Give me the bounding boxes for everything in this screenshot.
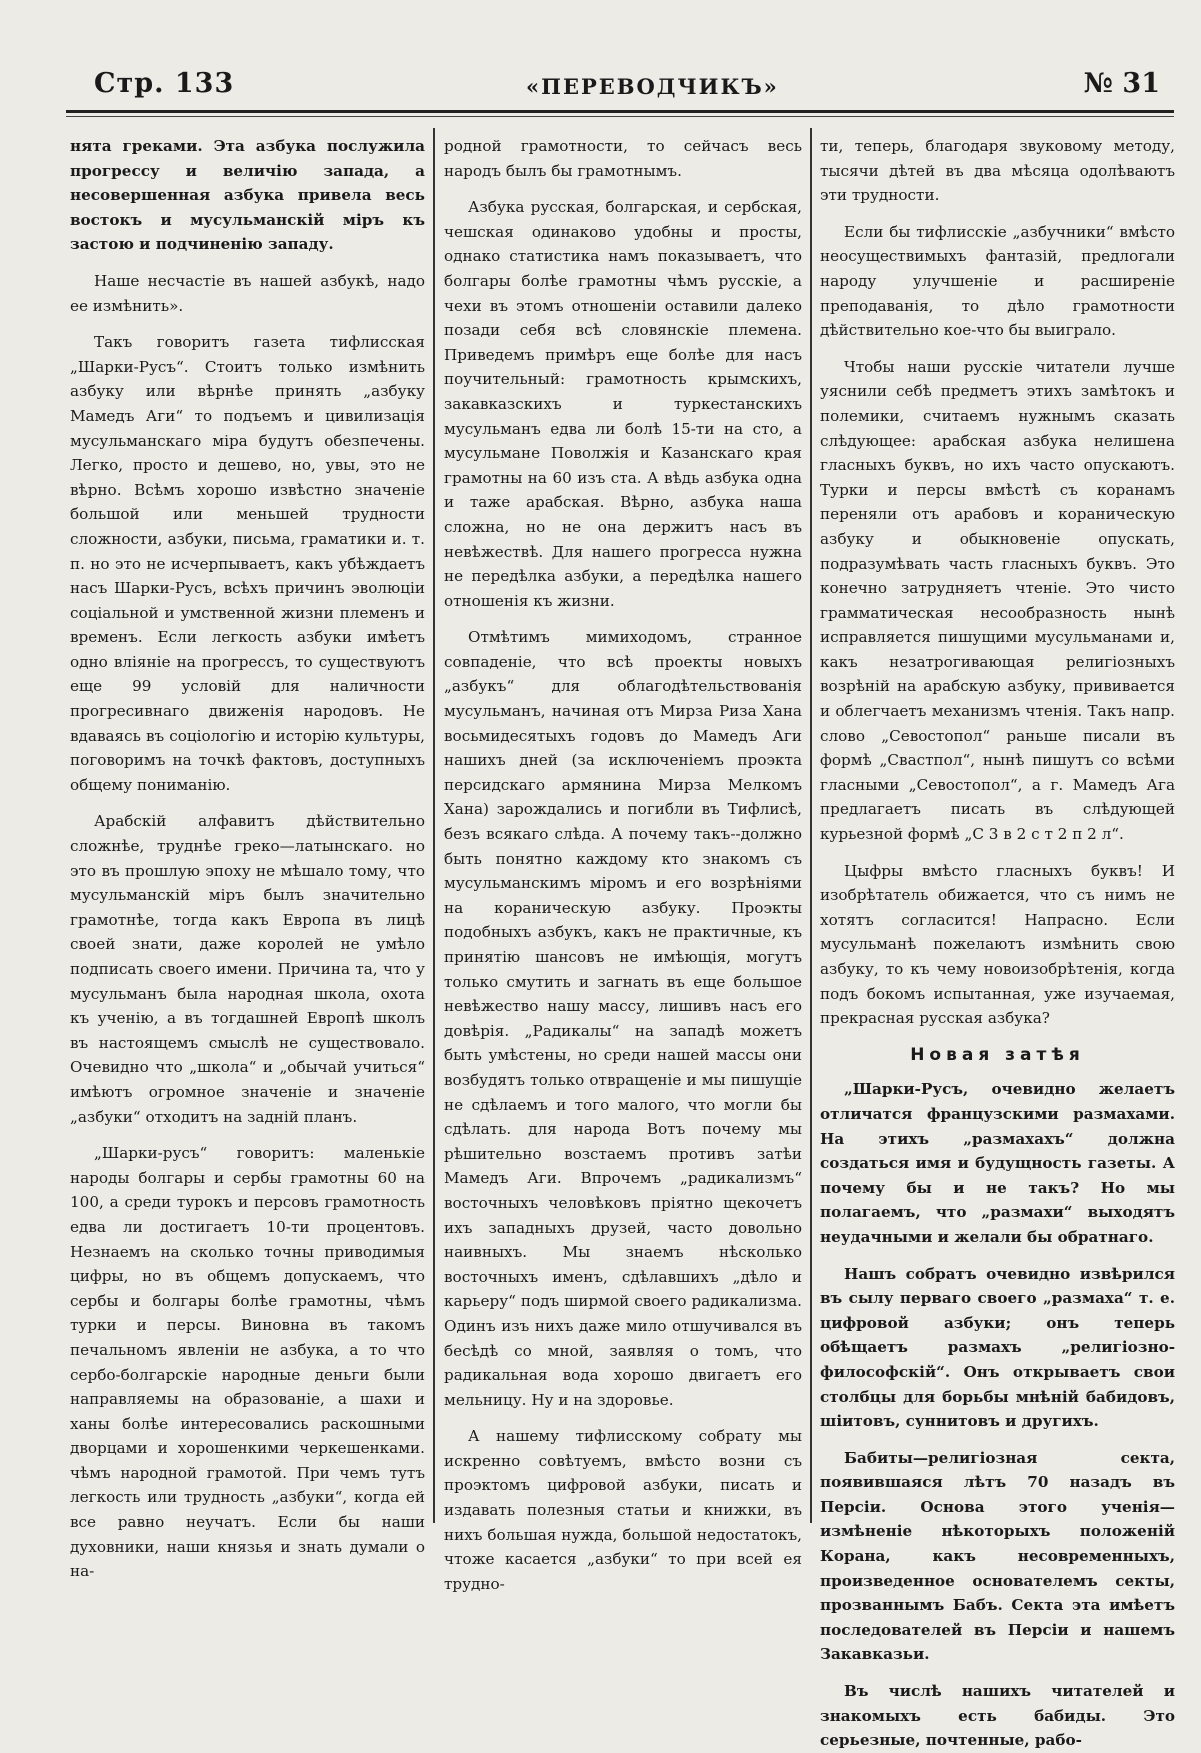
col1-paragraph-1: нята греками. Эта азбука послужила прогрессу и величію запада, а несовершенная азбука привела весь востокъ и мусульманскій міръ къ застою и подчиненію западу.: [70, 137, 425, 254]
col2-paragraph-4: А нашему тифлисскому собрату мы искренно совѣтуемъ, вмѣсто возни съ проэктомъ цифровой азбуки, писать и издавать полезныя статьи и книжки, въ нихъ большая нужда, большой недостатокъ, чтоже касается „азбуки“ то при всей ея трудно-: [444, 1427, 802, 1593]
header-rule-thick: [66, 110, 1174, 113]
column-3: [820, 134, 1175, 1750]
header-rule-thin: [66, 116, 1174, 117]
col1-paragraph-5: „Шарки-русъ“ говоритъ: маленькіе народы болгары и сербы грамотны 60 на 100, а среди турокъ и персовъ грамотность едва ли достигаетъ 10-ти процентовъ. Незнаемъ на сколько точны приводимыя цифры, но въ общемъ допускаемъ, что сербы и болгары болѣе грамотны, чѣмъ турки и персы. Виновна въ такомъ печальномъ явленіи не азбука, а то что сербо-болгарскіе народные деньги были направляемы на образованіе, а шахи и ханы болѣе интересовались раскошными дворцами и хорошенкими черкешенками. чѣмъ народной грамотой. При чемъ тутъ легкость или трудность „азбуки“, когда ей все равно неучатъ. Если бы наши духовники, наши князья и знать думали о на-: [70, 1144, 425, 1581]
col3-paragraph-2: Если бы тифлисскіе „азбучники“ вмѣсто неосуществимыхъ фантазій, предлогали народу улучшеніе и расширеніе преподаванія, то дѣло грамотности дѣйствительно кое-что бы выиграло.: [820, 222, 1175, 340]
col3-paragraph-3: Чтобы наши русскіе читатели лучше уяснили себѣ предметъ этихъ замѣтокъ и полемики, считаемъ нужнымъ сказать слѣдующее: арабская азбука нелишена гласныхъ буквъ, но ихъ часто опускаютъ. Турки и персы вмѣстѣ съ коранамъ переняли отъ арабовъ и кораническую азбуку и обыкновеніе опускать, подразумѣвать часть гласныхъ буквъ. Это конечно затрудняетъ чтеніе. Это чисто грамматическая несообразность нынѣ исправляется пишущими мусульманами и, какъ незатрогивающая религіозныхъ возрѣній на арабскую азбуку, прививается и облегчаетъ механизмъ чтенія. Такъ напр. слово „Севостопол“ раньше писали въ формѣ „Свастпол“, нынѣ пишутъ со всѣми гласными „Севостопол“, а г. Мамедъ Ага предлагаетъ писать въ слѣдующей курьезной формѣ „С 3 в 2 с т 2 п 2 л“.: [820, 357, 1175, 844]
col3-paragraph-7: Бабиты—религіозная секта, появившаяся лѣтъ 70 назадъ въ Персіи. Основа этого ученія—измѣненіе нѣкоторыхъ положеній Корана, какъ несовременныхъ, произведенное основателемъ секты, прозваннымъ Бабъ. Секта эта имѣетъ последователей въ Персіи и нашемъ Закавказьи.: [820, 1448, 1175, 1664]
column-divider-2: [810, 128, 812, 1523]
col3-paragraph-6: Нашъ собратъ очевидно извѣрился въ сылу перваго своего „размаха“ т. е. цифровой азбуки; онъ теперь обѣщаетъ размахъ „религіозно-философскій“. Онъ открываетъ свои столбцы для борьбы мнѣній бабидовъ, шіитовъ, суннитовъ и другихъ.: [820, 1264, 1175, 1431]
col3-paragraph-1: ти, теперь, благодаря звуковому методу, тысячи дѣтей въ два мѣсяца одолѣваютъ эти трудности.: [820, 137, 1175, 205]
column-1: [70, 134, 425, 1581]
col2-paragraph-1: родной грамотности, то сейчасъ весь народъ былъ бы грамотнымъ.: [444, 137, 802, 180]
col3-paragraph-8: Въ числѣ нашихъ читателей и знакомыхъ есть бабиды. Это серьезные, почтенные, рабо-: [820, 1682, 1175, 1750]
col1-paragraph-4: Арабскій алфавитъ дѣйствительно сложнѣе, труднѣе греко—латынскаго. но это въ прошлую эпоху не мѣшало тому, что мусульманскій міръ былъ значительно грамотнѣе, тогда какъ Европа въ лицѣ своей знати, даже королей не умѣло подписать своего имени. Причина та, что у мусульманъ была народная школа, охота къ ученію, а въ тогдашней Европѣ школъ въ настоящемъ смыслѣ не существовало. Очевидно что „школа“ и „обычай учиться“ имѣютъ огромное значеніе и значеніе „азбуки“ отходитъ на задній планъ.: [70, 812, 425, 1126]
issue-number: № 31: [1083, 68, 1160, 99]
col3-paragraph-5: „Шарки-Русъ, очевидно желаетъ отличатся французскими размахами. На этихъ „размахахъ“ должна создаться имя и будущность газеты. А почему бы и не такъ? Но мы полагаемъ, что „размахи“ выходятъ неудачными и желали бы обратнаго.: [820, 1080, 1175, 1246]
section-heading: Новая затѣя: [910, 1044, 1085, 1065]
col3-paragraph-4: Цыфры вмѣсто гласныхъ буквъ! И изобрѣтатель обижается, что съ нимъ не хотятъ согласится! Напрасно. Если мусульманѣ пожелаютъ измѣнить свою азбуку, то къ чему новоизобрѣтенія, когда подъ бокомъ испытанная, уже изучаемая, прекрасная русская азбука?: [820, 861, 1175, 1028]
col1-paragraph-3: Такъ говоритъ газета тифлисская „Шарки-Русъ“. Стоитъ только измѣнить азбуку или вѣрнѣе принять „азбуку Мамедъ Аги“ то подъемъ и цивилизація мусульманскаго міра будутъ обезпечены. Легко, просто и дешево, но, увы, это не вѣрно. Всѣмъ хорошо извѣстно значеніе большой или меньшей трудности сложности, азбуки, письма, граматики и. т. п. но это не исчерпываетъ, какъ убѣждаетъ насъ Шарки-Русъ, всѣхъ причинъ эволюціи соціальной и умственной жизни племенъ и временъ. Если легкость азбуки имѣетъ одно вліяніе на прогрессъ, то существуютъ еще 99 условій для наличности прогресивнаго движенія народовъ. Не вдаваясь въ соціологію и исторію культуры, поговоримъ на точкѣ фактовъ, доступныхъ общему пониманію.: [70, 333, 425, 794]
column-2: [444, 134, 802, 1593]
col2-paragraph-3: Отмѣтимъ мимиходомъ, странное совпаденіе, что всѣ проекты новыхъ „азбукъ“ для облагодѣтельствованія мусульманъ, начиная отъ Мирза Риза Хана восьмидесятыхъ годовъ до Мамедъ Аги нашихъ дней (за исключеніемъ проэкта персидскаго армянина Мирза Мелкомъ Хана) зарождались и погибли въ Тифлисѣ, безъ всякаго слѣда. А почему такъ--должно быть понятно каждому кто знакомъ съ мусульманскимъ міромъ и его возрѣніями на кораническую азбуку. Проэкты подобныхъ азбукъ, какъ не практичные, къ принятію шансовъ не имѣющія, могутъ только смутить и загнать въ еще большое невѣжество нашу массу, лишивъ насъ его довѣрія. „Радикалы“ на западѣ можетъ быть умѣстены, но среди нашей массы они возбудятъ только отвращеніе и мы пишущіе не сдѣлаемъ и того малого, что могли бы сдѣлать. для народа Вотъ почему мы рѣшительно возстаемъ противъ затѣи Мамедъ Аги. Впрочемъ „радикализмъ“ восточныхъ человѣковъ пріятно щекочетъ ихъ западныхъ друзей, часто довольно наивныхъ. Мы знаемъ нѣсколько восточныхъ именъ, сдѣлавшихъ „дѣло и карьеру“ подъ ширмой своего радикализма. Одинъ изъ нихъ даже мило отшучивался въ бесѣдѣ со мной, заявляя о томъ, что радикальная вода хорошо двигаетъ его мельницу. Ну и на здоровье.: [444, 628, 802, 1409]
column-divider-1: [433, 128, 435, 1523]
newspaper-title: «ПЕРЕВОДЧИКЪ»: [526, 74, 779, 99]
page-number: Стр. 133: [94, 68, 235, 99]
col2-paragraph-2: Азбука русская, болгарская, и сербская, чешская одинаково удобны и просты, однако статистика намъ показываетъ, что болгары болѣе грамотны чѣмъ русскіе, а чехи въ этомъ отношеніи оставили далеко позади себя всѣ словянскіе племена. Приведемъ примѣръ еще болѣе для насъ поучительный: грамотность крымскихъ, закавказскихъ и туркестанскихъ мусульманъ едва ли болѣ 15-ти на сто, а мусульмане Поволжія и Казанскаго края грамотны на 60 изъ ста. А вѣдь азбука одна и таже арабская. Вѣрно, азбука наша сложна, но не она держитъ насъ въ невѣжествѣ. Для нашего прогресса нужна не передѣлка азбуки, а передѣлка нашего отношенія къ жизни.: [444, 198, 802, 610]
page-header: [66, 66, 1170, 106]
col1-paragraph-2: Наше несчастіе въ нашей азбукѣ, надо ее измѣнить».: [70, 271, 425, 315]
